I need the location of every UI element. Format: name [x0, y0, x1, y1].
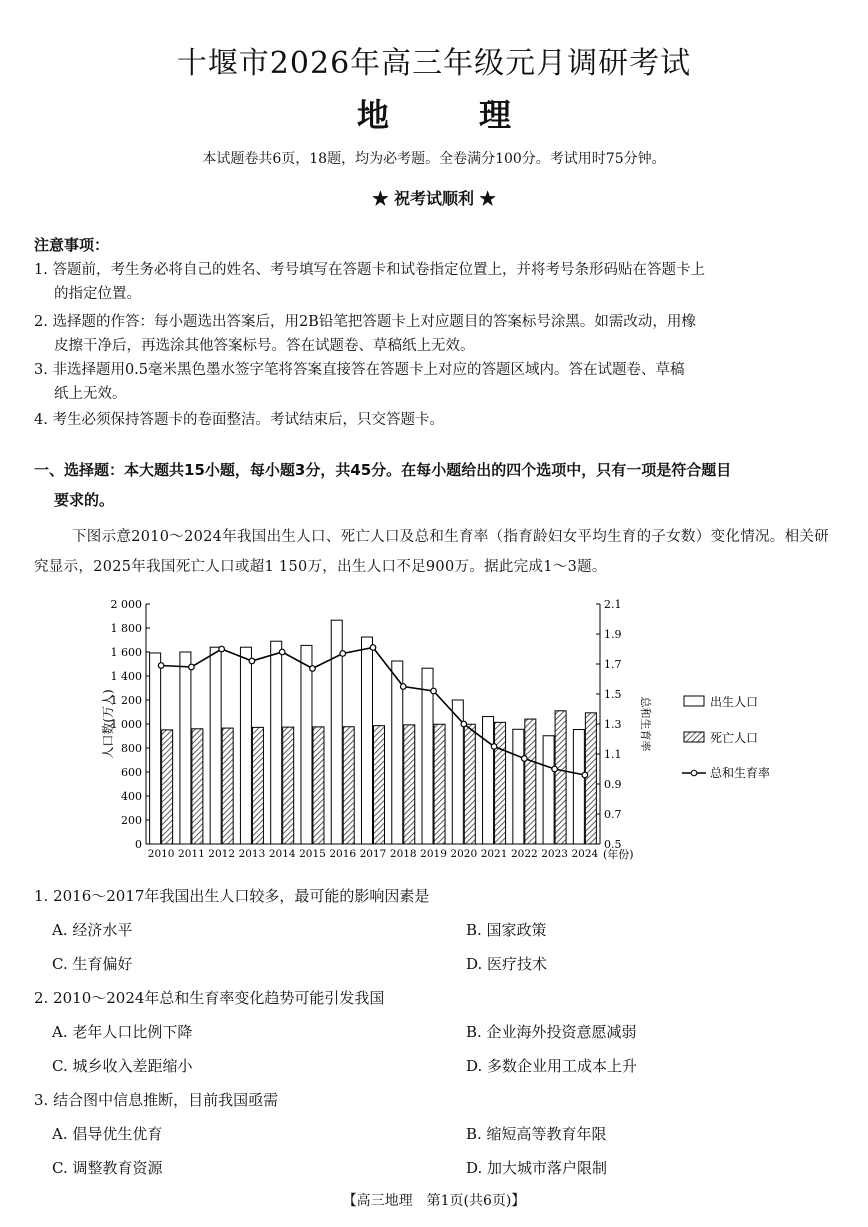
tfr-point: [310, 666, 316, 672]
death-bar: [313, 727, 324, 844]
tfr-point: [370, 645, 376, 651]
notice-line: 纸上无效。: [54, 386, 127, 402]
death-bar: [525, 719, 536, 844]
legend-tfr-marker: [691, 770, 697, 776]
death-bar: [374, 726, 385, 844]
x-tick-label: 2020: [450, 848, 478, 860]
y2-tick-label: 1.7: [604, 658, 622, 671]
notice-item: [34, 358, 840, 406]
tfr-point: [582, 772, 588, 778]
y-tick-label: 1 400: [110, 670, 142, 683]
y2-tick-label: 1.5: [604, 688, 622, 701]
death-bar: [162, 730, 173, 844]
death-bar: [343, 727, 354, 844]
y2-tick-label: 1.3: [604, 718, 622, 731]
x-tick-label: 2019: [420, 848, 447, 860]
q1-option-b: B. 国家政策: [466, 921, 547, 939]
q2-option-b: B. 企业海外投资意愿减弱: [466, 1023, 637, 1041]
x-tick-label: 2016: [329, 848, 357, 860]
y-tick-label: 1 000: [110, 718, 142, 731]
tfr-point: [431, 688, 437, 694]
y-tick-label: 200: [121, 814, 142, 827]
notice-heading: 注意事项：: [34, 236, 110, 254]
exam-title: 十堰市2026年高三年级元月调研考试: [176, 46, 692, 81]
notice-item: [34, 310, 840, 358]
birth-bar: [240, 647, 251, 844]
legend-birth-label: 出生人口: [710, 695, 759, 709]
tfr-point: [219, 646, 225, 652]
y-tick-label: 1 600: [110, 646, 142, 659]
y2-tick-label: 0.9: [604, 778, 622, 791]
section-line: 要求的。: [54, 491, 115, 509]
x-tick-label: 2023: [541, 848, 568, 860]
notice-line: 1. 答题前，考生务必将自己的姓名、考号填写在答题卡和试卷指定位置上，并将考号条形码贴在答题卡上: [34, 262, 705, 278]
y2-tick-label: 2.1: [604, 598, 622, 611]
tfr-point: [340, 651, 346, 657]
notice-line: 3. 非选择题用0.5毫米黑色墨水签字笔将答案直接答在答题卡上对应的答题区域内。答在试题卷、草稿: [34, 362, 685, 378]
y-tick-label: 400: [121, 790, 142, 803]
legend-death-swatch: [684, 732, 704, 742]
legend-birth-swatch: [684, 696, 704, 706]
death-bar: [585, 713, 596, 844]
death-bar: [192, 729, 203, 844]
x-tick-label: 2017: [359, 848, 387, 860]
tfr-point: [461, 721, 467, 727]
notice-item: [34, 258, 840, 306]
y-tick-label: 0: [135, 838, 142, 851]
death-bar: [464, 724, 475, 844]
subject-char-2: 理: [479, 96, 512, 134]
notice-item: [34, 408, 840, 432]
q2-option-d: D. 多数企业用工成本上升: [466, 1057, 638, 1075]
tfr-point: [158, 663, 164, 669]
y-tick-label: 800: [121, 742, 142, 755]
q1-option-c: C. 生育偏好: [52, 955, 133, 973]
q2-option-c: C. 城乡收入差距缩小: [52, 1057, 193, 1075]
legend-tfr-label: 总和生育率: [710, 766, 771, 780]
question-2-stem: 2. 2010～2024年总和生育率变化趋势可能引发我国: [34, 989, 385, 1007]
x-tick-label: 2015: [299, 848, 326, 860]
tfr-point: [249, 658, 255, 664]
death-bar: [252, 727, 263, 844]
death-bar: [495, 722, 506, 844]
birth-bar: [513, 729, 524, 844]
x-tick-label: 2012: [208, 848, 236, 860]
birth-bar: [422, 668, 433, 844]
page-footer: 【高三地理 第1页(共6页)】: [342, 1193, 526, 1209]
section-heading: [34, 455, 840, 515]
x-tick-label: 2018: [389, 848, 417, 860]
x-tick-label: 2010: [147, 848, 175, 860]
notice-line: 皮擦干净后，再选涂其他答案标号。答在试题卷、草稿纸上无效。: [54, 338, 475, 354]
x-axis-unit: (年份): [603, 848, 634, 861]
death-bar: [555, 711, 566, 844]
exam-info: 本试题卷共6页，18题，均为必考题。全卷满分100分。考试用时75分钟。: [202, 151, 666, 167]
y2-axis-label: 总和生育率: [639, 696, 652, 752]
tfr-point: [400, 684, 406, 690]
question-1-stem: 1. 2016～2017年我国出生人口较多，最可能的影响因素是: [34, 887, 430, 905]
q1-option-d: D. 医疗技术: [466, 955, 548, 973]
birth-bar: [543, 736, 554, 844]
notice-line: 2. 选择题的作答：每小题选出答案后，用2B铅笔把答题卡上对应题目的答案标号涂黑。如需改动，用橡: [34, 314, 696, 330]
blessing: ★ 祝考试顺利 ★: [372, 189, 496, 208]
birth-bar: [150, 653, 161, 844]
death-bar: [283, 727, 294, 844]
q3-option-b: B. 缩短高等教育年限: [466, 1125, 607, 1143]
notice-line: 4. 考生必须保持答题卡的卷面整洁。考试结束后，只交答题卡。: [34, 412, 444, 428]
y-tick-label: 2 000: [110, 598, 142, 611]
birth-bar: [573, 730, 584, 844]
section-line: 一、选择题：本大题共15小题，每小题3分，共45分。在每小题给出的四个选项中，只有一项是符合题目: [34, 461, 732, 479]
tfr-point: [552, 766, 558, 772]
y-tick-label: 600: [121, 766, 142, 779]
q3-option-d: D. 加大城市落户限制: [466, 1159, 608, 1177]
birth-bar: [301, 645, 312, 844]
y2-tick-label: 0.5: [604, 838, 622, 851]
tfr-point: [522, 756, 528, 762]
x-tick-label: 2014: [268, 848, 296, 860]
death-bar: [404, 725, 415, 844]
x-tick-label: 2024: [571, 848, 599, 860]
tfr-point: [189, 664, 195, 670]
notice-line: 的指定位置。: [54, 286, 141, 302]
birth-bar: [180, 652, 191, 844]
subject-title: [0, 90, 868, 136]
y2-tick-label: 0.7: [604, 808, 622, 821]
tfr-point: [491, 744, 497, 750]
question-3-stem: 3. 结合图中信息推断，目前我国亟需: [34, 1091, 279, 1109]
tfr-point: [279, 649, 285, 655]
y2-tick-label: 1.9: [604, 628, 622, 641]
birth-bar: [483, 717, 494, 844]
y2-tick-label: 1.1: [604, 748, 622, 761]
x-tick-label: 2022: [510, 848, 538, 860]
x-tick-label: 2021: [480, 848, 508, 860]
legend-death-label: 死亡人口: [710, 731, 759, 745]
y-tick-label: 1 800: [110, 622, 142, 635]
y-axis-label: 人口数(万人): [101, 689, 115, 759]
x-tick-label: 2013: [238, 848, 266, 860]
q1-option-a: A. 经济水平: [52, 921, 133, 939]
y-tick-label: 1 200: [110, 694, 142, 707]
q3-option-a: A. 倡导优生优育: [52, 1125, 163, 1143]
death-bar: [222, 728, 233, 844]
q2-option-a: A. 老年人口比例下降: [52, 1023, 193, 1041]
birth-bar: [210, 647, 221, 844]
subject-char-1: 地: [356, 96, 389, 134]
birth-bar: [362, 637, 373, 844]
chart-intro: 下图示意2010～2024年我国出生人口、死亡人口及总和生育率（指育龄妇女平均生育的子女数）变化情况。相关研究显示，2025年我国死亡人口或超1 150万，出生人口不足900万。据此完成1～3题。: [34, 529, 829, 575]
population-chart: [100, 592, 790, 877]
q3-option-c: C. 调整教育资源: [52, 1159, 163, 1177]
death-bar: [434, 724, 445, 844]
birth-bar: [271, 641, 282, 844]
x-tick-label: 2011: [178, 848, 205, 860]
